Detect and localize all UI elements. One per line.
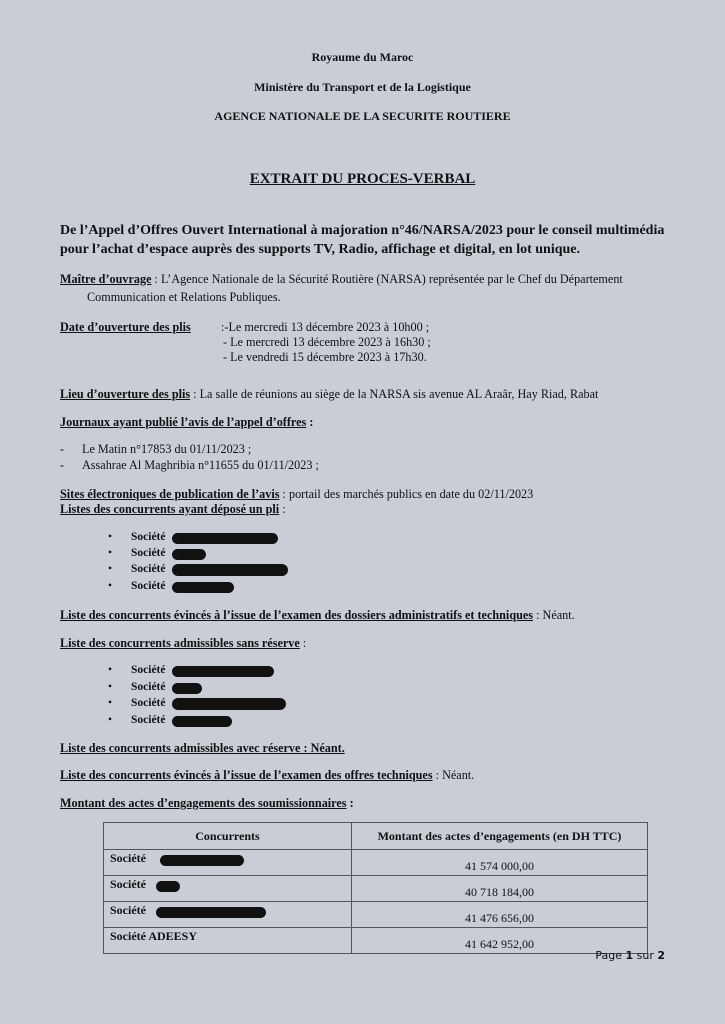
bullet-icon: •: [108, 563, 113, 575]
montant-label: Montant des actes d’engagements des soumissionnaires: [60, 796, 347, 810]
montant-heading: Montant des actes d’engagements des soumissionnaires :: [60, 796, 354, 810]
redaction-mark: [172, 716, 232, 727]
objet-line-1: De l’Appel d’Offres Ouvert International à majoration n°46/NARSA/2023 pour le conseil multimédia: [60, 223, 665, 238]
list-item: Société: [131, 714, 166, 726]
date-ouverture-label: Date d’ouverture des plis: [60, 320, 191, 334]
amounts-table: [103, 822, 648, 954]
table-header-row: [104, 823, 648, 850]
list-item: Société: [131, 547, 166, 559]
redaction-mark: [160, 855, 244, 866]
admissibles-avec-reserve: Liste des concurrents admissibles avec réserve : Néant.: [60, 741, 345, 755]
bullet-icon: •: [108, 580, 113, 592]
cell-amount: 41 642 952,00: [352, 928, 648, 954]
concurrents-deposes-label: Listes des concurrents ayant déposé un pli: [60, 502, 280, 516]
objet-line-2: pour l’achat d’espace auprès des supports TV, Radio, affichage et digital, en lot unique.: [60, 242, 580, 257]
lieu-ouverture-text: : La salle de réunions au siège de la NARSA sis avenue AL Araâr, Hay Riad, Rabat: [190, 387, 599, 401]
bullet-icon: •: [108, 697, 113, 709]
evinces-admin: Liste des concurrents évincés à l’issue de l’examen des dossiers administratifs et techniques : Néant.: [60, 608, 575, 622]
cell-concurrent: Société ADEESY: [104, 928, 352, 954]
date-ouverture-item: - Le mercredi 13 décembre 2023 à 16h30 ;: [223, 335, 431, 349]
cell-amount: 41 476 656,00: [352, 902, 648, 928]
cell-concurrent: Société: [104, 902, 352, 928]
table-row: [104, 876, 648, 902]
lieu-ouverture: [60, 387, 598, 402]
redaction-mark: [156, 881, 180, 892]
evinces-tech-label: Liste des concurrents évincés à l’issue de l’examen des offres techniques: [60, 768, 433, 782]
list-item: Société: [131, 580, 166, 592]
header-kingdom: Royaume du Maroc: [311, 50, 414, 64]
dash-marker: -: [60, 442, 65, 456]
concurrents-deposes-heading: Listes des concurrents ayant déposé un pli :: [60, 502, 286, 516]
list-item: Société: [131, 697, 166, 709]
evinces-admin-label: Liste des concurrents évincés à l’issue de l’examen des dossiers administratifs et techniques: [60, 608, 534, 622]
sites-text: : portail des marchés publics en date du 02/11/2023: [279, 487, 534, 501]
list-item: Société: [131, 563, 166, 575]
column-header-concurrents: Concurrents: [104, 823, 352, 850]
cell-amount: 41 574 000,00: [352, 850, 648, 876]
lieu-ouverture-label: Lieu d’ouverture des plis: [60, 387, 191, 401]
journaux-label: Journaux ayant publié l’avis de l’appel d’offres: [60, 415, 307, 429]
header-ministry: Ministère du Transport et de la Logistique: [254, 80, 471, 94]
table-row: [104, 928, 648, 954]
maitre-ouvrage-label: Maître d’ouvrage: [60, 272, 152, 286]
table-row: [104, 850, 648, 876]
redaction-mark: [172, 549, 206, 560]
redaction-mark: [172, 533, 278, 544]
bullet-icon: •: [108, 531, 113, 543]
redaction-mark: [172, 582, 234, 593]
admissibles-sans-reserve-label: Liste des concurrents admissibles sans réserve: [60, 636, 300, 650]
journaux-heading: Journaux ayant publié l’avis de l’appel d’offres :: [60, 415, 314, 429]
journal-item: Assahrae Al Maghribia n°11655 du 01/11/2023 ;: [82, 458, 319, 472]
journal-item: Le Matin n°17853 du 01/11/2023 ;: [82, 442, 252, 456]
dash-marker: -: [60, 458, 65, 472]
redaction-mark: [172, 666, 274, 677]
date-ouverture-item: - Le vendredi 15 décembre 2023 à 17h30.: [223, 350, 427, 364]
redaction-mark: [172, 683, 202, 694]
list-item: Société: [131, 681, 166, 693]
page-number: Page 1 sur 2: [595, 949, 665, 962]
maitre-ouvrage-text-2: Communication et Relations Publiques.: [87, 290, 281, 304]
evinces-tech: Liste des concurrents évincés à l’issue de l’examen des offres techniques : Néant.: [60, 768, 475, 782]
list-item: Société: [131, 664, 166, 676]
bullet-icon: •: [108, 681, 113, 693]
table-row: [104, 902, 648, 928]
date-ouverture-item: :-Le mercredi 13 décembre 2023 à 10h00 ;: [221, 320, 430, 334]
cell-amount: 40 718 184,00: [352, 876, 648, 902]
cell-concurrent: Société: [104, 850, 352, 876]
maitre-ouvrage: [60, 272, 623, 287]
cell-concurrent: Société: [104, 876, 352, 902]
admissibles-avec-reserve-label: Liste des concurrents admissibles avec réserve: [60, 741, 301, 755]
bullet-icon: •: [108, 714, 113, 726]
admissibles-sans-reserve-heading: Liste des concurrents admissibles sans réserve :: [60, 636, 307, 650]
bullet-icon: •: [108, 547, 113, 559]
header-agency: AGENCE NATIONALE DE LA SECURITE ROUTIERE: [214, 109, 511, 123]
list-item: Société: [131, 531, 166, 543]
sites-publication: [60, 487, 533, 502]
redaction-mark: [172, 698, 286, 710]
sites-label: Sites électroniques de publication de l’avis: [60, 487, 280, 501]
column-header-montant: Montant des actes d’engagements (en DH TTC): [352, 823, 648, 850]
redaction-mark: [172, 564, 288, 576]
maitre-ouvrage-text: : L’Agence Nationale de la Sécurité Routière (NARSA) représentée par le Chef du Département: [151, 272, 623, 286]
bullet-icon: •: [108, 664, 113, 676]
document-title: EXTRAIT DU PROCES-VERBAL: [249, 171, 476, 187]
redaction-mark: [156, 907, 266, 918]
